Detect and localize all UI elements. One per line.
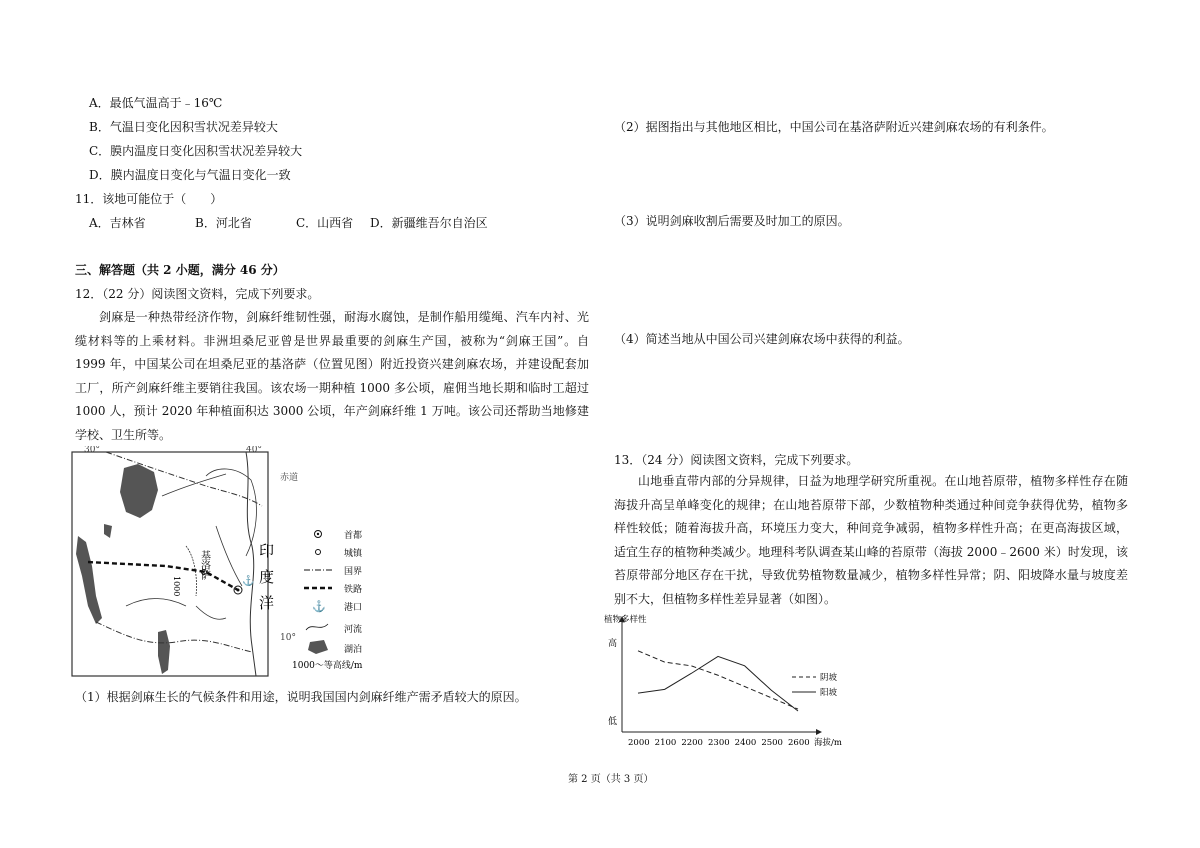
q12-4: （4）简述当地从中国公司兴建剑麻农场中获得的利益。 xyxy=(614,332,910,346)
q11-option-a: A．吉林省 xyxy=(89,216,146,230)
small-lake xyxy=(104,524,112,538)
x-tick-labels xyxy=(628,738,810,748)
lon-label-40: 40° xyxy=(246,446,262,455)
river xyxy=(216,526,242,586)
lake-victoria xyxy=(120,464,158,518)
legend-border: 国界 xyxy=(344,567,363,577)
lat-label-10: 10° xyxy=(280,633,296,643)
x-tick-label: 2400 xyxy=(734,738,757,748)
q10-option-d: D．膜内温度日变化与气温日变化一致 xyxy=(89,168,291,182)
series-lines xyxy=(638,651,798,711)
river xyxy=(126,599,186,607)
lake-tanganyika xyxy=(76,536,102,624)
q11-option-d: D．新疆维吾尔自治区 xyxy=(370,216,488,230)
capital-dot xyxy=(237,589,240,592)
x-axis-arrow xyxy=(816,729,822,735)
q11-option-b: B．河北省 xyxy=(195,216,252,230)
legend-port: 港口 xyxy=(344,603,363,613)
x-tick-label: 2200 xyxy=(681,738,703,748)
diversity-chart xyxy=(600,612,860,752)
contour-line xyxy=(206,469,256,556)
legend-contour: 1000～等高线/m xyxy=(292,661,363,671)
ocean-char-2: 度 xyxy=(259,568,275,586)
q10-option-a: A．最低气温高于﹣16℃ xyxy=(89,96,223,110)
series-line-sunny xyxy=(638,656,798,711)
lake-malawi xyxy=(158,630,170,674)
river xyxy=(196,606,226,619)
x-tick-label: 2600 xyxy=(788,738,810,748)
x-tick-label: 2000 xyxy=(628,738,650,748)
q12-material: 剑麻是一种热带经济作物，剑麻纤维韧性强，耐海水腐蚀，是制作船用缆绳、汽车内衬、光缆材料等的上乘材料。非洲坦桑尼亚曾是世界最重要的剑麻生产国，被称为“剑麻王国”。自 1999 年，中国某公司在坦桑尼亚的基洛萨（位置见图）附近投资兴建剑麻农场，并建设配套加工厂，所产剑麻纤维主要销往我国。该农场一期种植 1000 多公顷，雇佣当地长期和临时工超过 1000 人，预计 2020 年种植面积达 3000 公顷，年产剑麻纤维 1 万吨。该公司还帮助当地修建学校、卫生所等。 xyxy=(75,310,589,442)
lake-legend-icon xyxy=(308,640,328,654)
contour-value: 1000 xyxy=(172,576,181,597)
ocean-char-1: 印 xyxy=(259,542,275,560)
q10-option-c: C．膜内温度日变化因积雪状况差异较大 xyxy=(89,144,303,158)
page-footer: 第 2 页（共 3 页） xyxy=(568,774,654,785)
map-legend xyxy=(292,529,363,671)
y-high-label: 高 xyxy=(608,639,618,649)
tanzania-map xyxy=(66,446,410,680)
q12-1: （1）根据剑麻生长的气候条件和用途，说明我国国内剑麻纤维产需矛盾较大的原因。 xyxy=(75,690,527,704)
legend-river: 河流 xyxy=(344,625,363,635)
border-line xyxy=(96,622,252,652)
y-axis-label: 植物多样性 xyxy=(604,615,647,625)
river-legend-icon xyxy=(306,624,328,630)
x-tick-label: 2500 xyxy=(761,738,783,748)
q12-stem: 12．（22 分）阅读图文资料，完成下列要求。 xyxy=(75,287,320,301)
chart-legend xyxy=(792,672,838,698)
x-tick-label: 2100 xyxy=(654,738,677,748)
series-line-shady xyxy=(638,651,798,709)
railway-line xyxy=(88,562,238,590)
kilosa-label: 基洛萨 xyxy=(198,550,210,580)
section3-title: 三、解答题（共 2 小题，满分 46 分） xyxy=(75,263,285,277)
q10-option-b: B．气温日变化因积雪状况差异较大 xyxy=(89,120,278,134)
y-low-label: 低 xyxy=(608,717,618,727)
q11-option-c: C．山西省 xyxy=(296,216,354,230)
legend-label-sunny: 阳坡 xyxy=(820,688,838,698)
q12-3: （3）说明剑麻收割后需要及时加工的原因。 xyxy=(614,214,850,228)
legend-railway: 铁路 xyxy=(344,585,363,595)
legend-capital: 首都 xyxy=(344,531,363,541)
capital-legend-dot xyxy=(317,533,319,535)
legend-town: 城镇 xyxy=(344,549,363,559)
ocean-char-3: 洋 xyxy=(259,594,275,612)
q13-stem: 13．（24 分）阅读图文资料，完成下列要求。 xyxy=(614,453,859,467)
q12-2: （2）据图指出与其他地区相比，中国公司在基洛萨附近兴建剑麻农场的有利条件。 xyxy=(614,120,1054,134)
town-legend-icon xyxy=(316,550,321,555)
q13-material: 山地垂直带内部的分异规律，日益为地理学研究所重视。在山地苔原带，植物多样性存在随海拔升高呈单峰变化的规律；在山地苔原带下部，少数植物种类通过种间竞争获得优势，植物多样性较低；随着海拔升高，环境压力变大，种间竞争减弱，植物多样性升高；在更高海拔区域，适宜生存的植物种类减少。地理科考队调查某山峰的苔原带（海拔 2000﹣2600 米）时发现，该苔原带部分地区存在干扰，导致优势植物数量减少，植物多样性异常；阴、阳坡降水量与坡度差别不大，但植物多样性差异显著（如图）。 xyxy=(614,474,1128,606)
port-marker: ⚓ xyxy=(242,576,255,587)
legend-label-shady: 阴坡 xyxy=(820,673,838,683)
x-tick-label: 2300 xyxy=(708,738,730,748)
river xyxy=(162,474,226,496)
x-axis-label: 海拔/m xyxy=(814,738,842,748)
legend-lake: 湖泊 xyxy=(344,645,363,655)
q11-stem: 11．该地可能位于（ ） xyxy=(75,192,223,206)
lon-label-30: 30° xyxy=(84,446,100,455)
port-legend-icon: ⚓ xyxy=(312,600,326,613)
equator-label: 赤道 xyxy=(280,473,299,483)
coastline xyxy=(246,452,256,676)
